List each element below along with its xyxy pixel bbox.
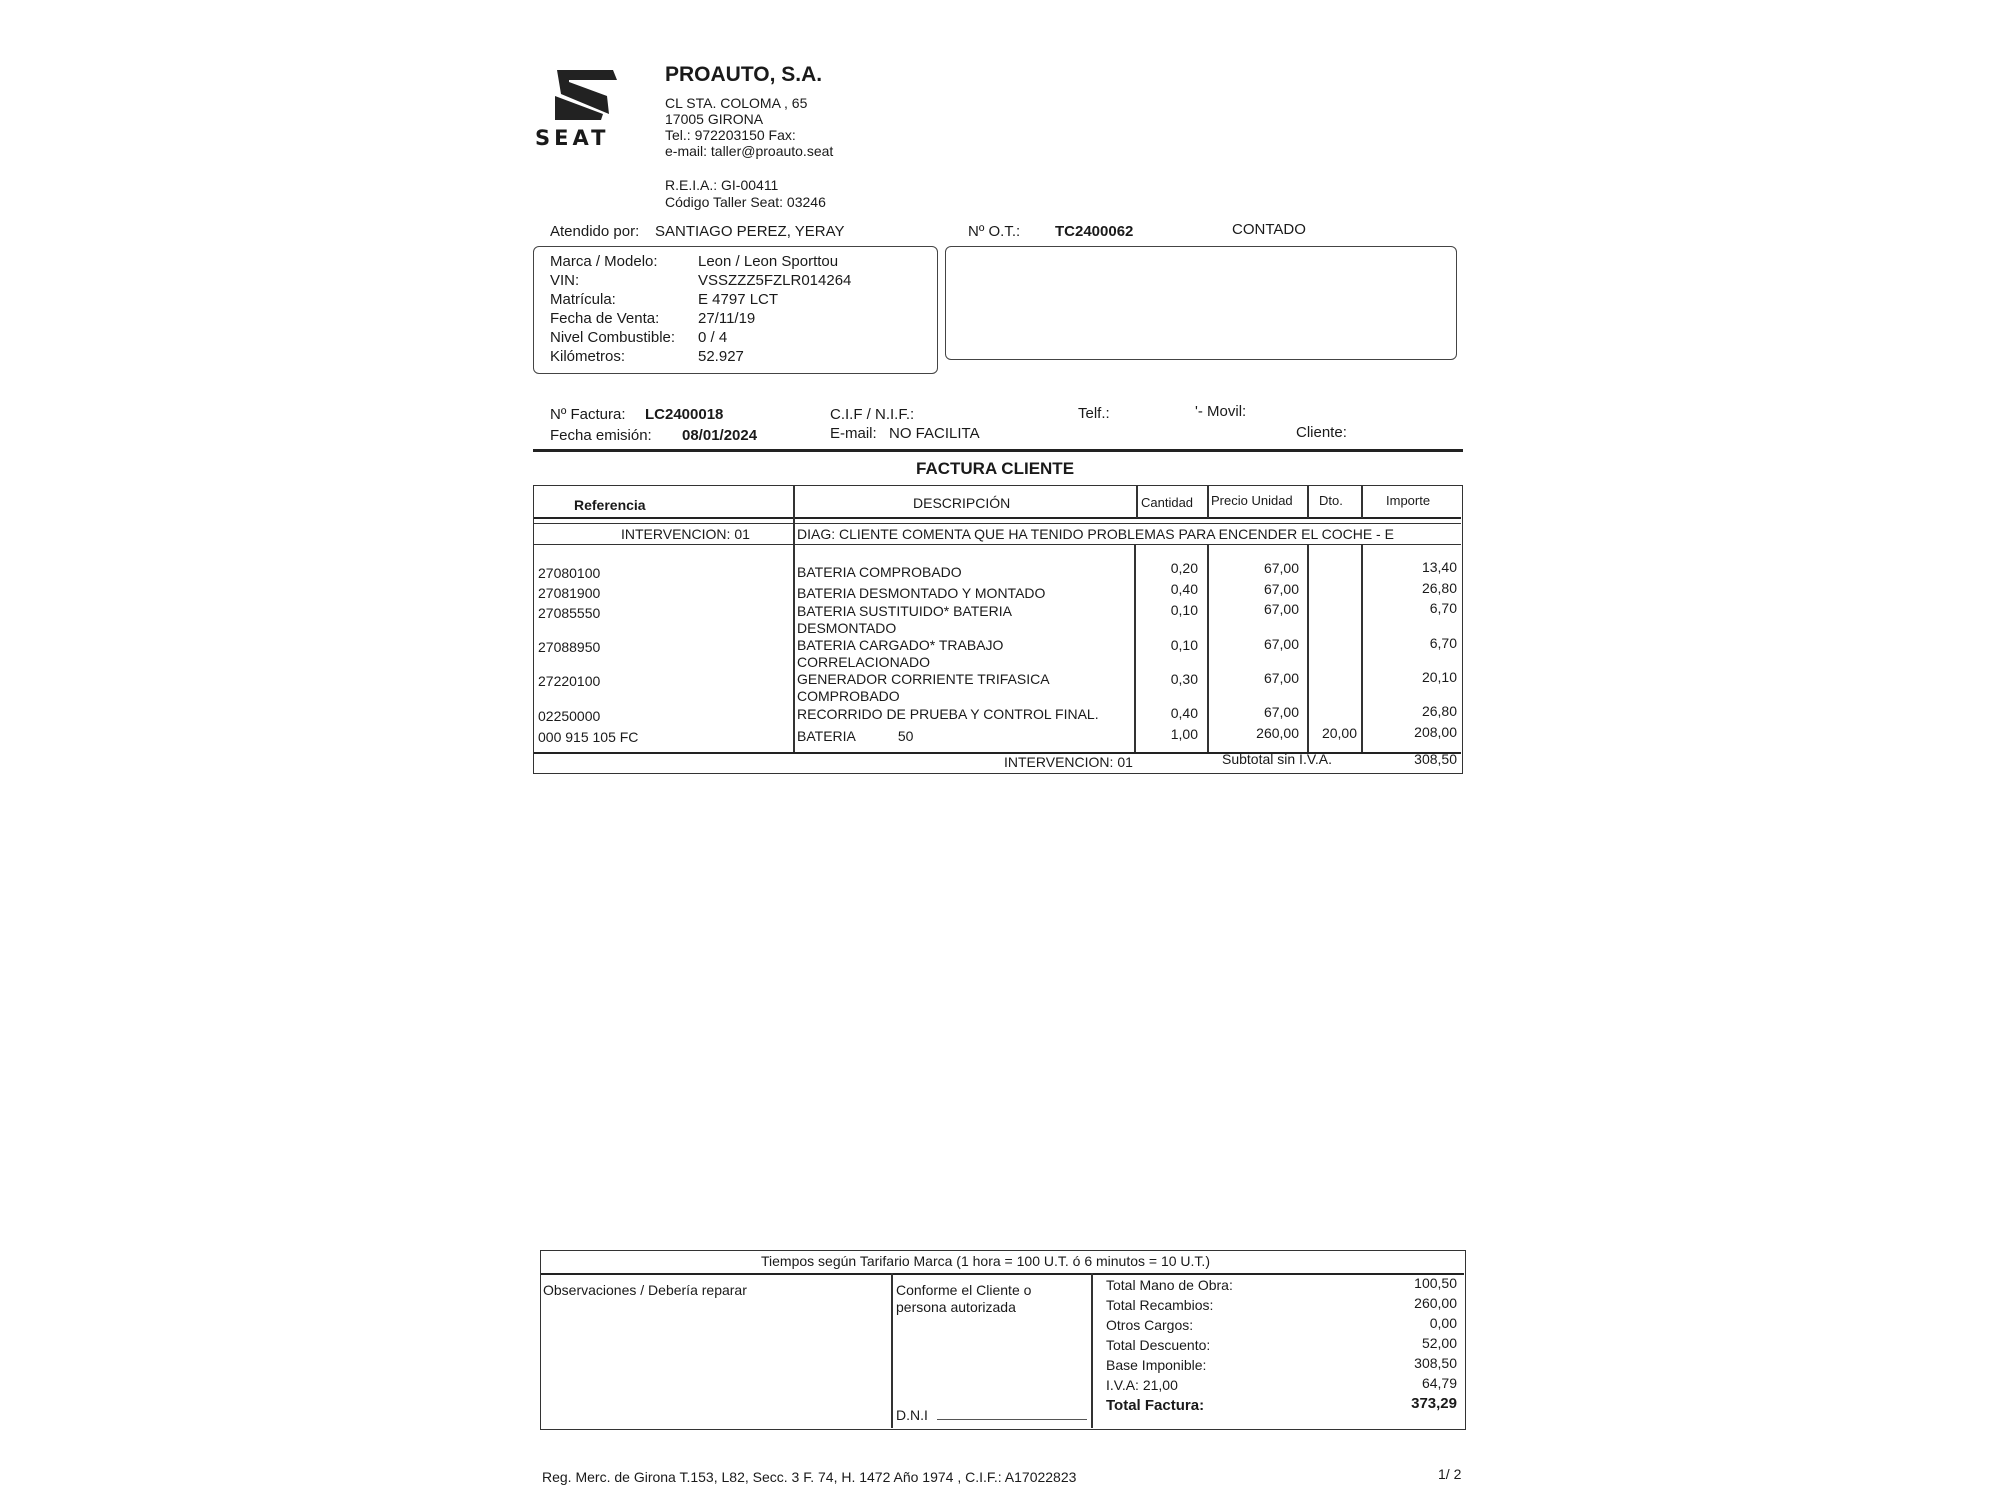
total-labour-value: 100,50 bbox=[1414, 1275, 1457, 1291]
total-discount-value: 52,00 bbox=[1421, 1335, 1457, 1351]
vat-label: I.V.A: 21,00 bbox=[1106, 1377, 1178, 1393]
registry-footer: Reg. Merc. de Girona T.153, L82, Secc. 3 F. 74, H. 1472 Año 1974 , C.I.F.: A17022823 bbox=[542, 1469, 1077, 1485]
row-amount: 6,70 bbox=[1429, 600, 1457, 616]
row-qty: 0,40 bbox=[1170, 581, 1198, 597]
row-ref: 02250000 bbox=[538, 708, 601, 724]
company-email: e-mail: taller@proauto.seat bbox=[665, 143, 834, 159]
vehicle-make-label: Marca / Modelo: bbox=[550, 253, 658, 270]
email-value: NO FACILITA bbox=[889, 425, 980, 442]
invoice-total-label: Total Factura: bbox=[1106, 1397, 1205, 1414]
row-ref: 000 915 105 FC bbox=[538, 729, 639, 745]
observations-label: Observaciones / Debería reparar bbox=[543, 1282, 747, 1298]
payment-method: CONTADO bbox=[1232, 221, 1306, 238]
company-reia: R.E.I.A.: GI-00411 bbox=[665, 177, 779, 193]
cif-label: C.I.F / N.I.F.: bbox=[830, 406, 915, 423]
summary-col-rule bbox=[1091, 1273, 1093, 1428]
mobile-label: '- Movil: bbox=[1195, 403, 1247, 420]
other-charges-value: 0,00 bbox=[1429, 1315, 1457, 1331]
taxable-base-value: 308,50 bbox=[1414, 1355, 1457, 1371]
lines-table bbox=[533, 485, 1463, 774]
order-number: TC2400062 bbox=[1055, 223, 1134, 240]
row-qty: 0,20 bbox=[1170, 560, 1198, 576]
row-desc: BATERIA CARGADO* TRABAJO bbox=[797, 637, 1004, 653]
row-price: 260,00 bbox=[1256, 725, 1299, 741]
row-price: 67,00 bbox=[1263, 636, 1299, 652]
row-ref: 27088950 bbox=[538, 639, 601, 655]
company-address1: CL STA. COLOMA , 65 bbox=[665, 95, 808, 111]
col-rule bbox=[1207, 486, 1209, 518]
row-ref: 27220100 bbox=[538, 673, 601, 689]
total-discount-label: Total Descuento: bbox=[1106, 1337, 1211, 1353]
row-desc-cont: COMPROBADO bbox=[797, 688, 900, 704]
vat-value: 64,79 bbox=[1421, 1375, 1457, 1391]
vehicle-box bbox=[533, 246, 938, 374]
row-price: 67,00 bbox=[1263, 670, 1299, 686]
dni-label: D.N.I bbox=[896, 1407, 928, 1423]
invoice-total-value: 373,29 bbox=[1411, 1395, 1457, 1412]
row-amount: 20,10 bbox=[1421, 669, 1457, 685]
vehicle-km-label: Kilómetros: bbox=[550, 348, 626, 365]
client-label: Cliente: bbox=[1296, 424, 1347, 441]
row-desc: BATERIA 50 bbox=[797, 728, 914, 744]
row-ref: 27085550 bbox=[538, 605, 601, 621]
subtotal-value: 308,50 bbox=[1414, 751, 1457, 767]
intervention-label: INTERVENCION: 01 bbox=[621, 526, 750, 542]
row-amount: 13,40 bbox=[1421, 559, 1457, 575]
order-label: Nº O.T.: bbox=[968, 223, 1021, 240]
header-divider bbox=[533, 449, 1463, 452]
conforme-line2: persona autorizada bbox=[896, 1299, 1016, 1315]
header-price: Precio Unidad bbox=[1211, 493, 1293, 508]
row-ref: 27080100 bbox=[538, 565, 601, 581]
client-box bbox=[945, 246, 1457, 360]
summary-col-rule bbox=[891, 1273, 893, 1428]
summary-header: Tiempos según Tarifario Marca (1 hora = 100 U.T. ó 6 minutos = 10 U.T.) bbox=[761, 1253, 1210, 1269]
invoice-number-label: Nº Factura: bbox=[550, 406, 626, 423]
row-amount: 6,70 bbox=[1429, 635, 1457, 651]
row-qty: 0,10 bbox=[1170, 602, 1198, 618]
vehicle-make-value: Leon / Leon Sporttou bbox=[698, 253, 839, 270]
tel-label: Telf.: bbox=[1078, 405, 1110, 422]
vehicle-sale-date-label: Fecha de Venta: bbox=[550, 310, 660, 327]
other-charges-label: Otros Cargos: bbox=[1106, 1317, 1194, 1333]
row-ref: 27081900 bbox=[538, 585, 601, 601]
row-amount: 26,80 bbox=[1421, 580, 1457, 596]
row-price: 67,00 bbox=[1263, 560, 1299, 576]
vehicle-sale-date-value: 27/11/19 bbox=[698, 310, 756, 327]
invoice-title: FACTURA CLIENTE bbox=[916, 459, 1075, 478]
conforme-line1: Conforme el Cliente o bbox=[896, 1282, 1032, 1298]
row-desc: GENERADOR CORRIENTE TRIFASICA bbox=[797, 671, 1050, 687]
subtotal-label: Subtotal sin I.V.A. bbox=[1222, 751, 1332, 767]
row-qty: 0,10 bbox=[1170, 637, 1198, 653]
vehicle-vin-value: VSSZZZ5FZLR014264 bbox=[698, 272, 852, 289]
row-price: 67,00 bbox=[1263, 601, 1299, 617]
attended-value: SANTIAGO PEREZ, YERAY bbox=[655, 223, 845, 240]
vehicle-km-value: 52.927 bbox=[698, 348, 744, 365]
company-name: PROAUTO, S.A. bbox=[665, 63, 823, 86]
header-qty: Cantidad bbox=[1141, 495, 1194, 510]
email-label: E-mail: bbox=[830, 425, 877, 442]
row-amount: 26,80 bbox=[1421, 703, 1457, 719]
row-desc-cont: DESMONTADO bbox=[797, 620, 897, 636]
header-ref: Referencia bbox=[574, 497, 646, 513]
intervention-desc: DIAG: CLIENTE COMENTA QUE HA TENIDO PROBLEMAS PARA ENCENDER EL COCHE - E bbox=[797, 526, 1394, 542]
total-parts-label: Total Recambios: bbox=[1106, 1297, 1214, 1313]
invoice-number: LC2400018 bbox=[645, 406, 724, 423]
row-dto: 20,00 bbox=[1321, 725, 1357, 741]
row-price: 67,00 bbox=[1263, 581, 1299, 597]
vehicle-plate-label: Matrícula: bbox=[550, 291, 616, 308]
row-price: 67,00 bbox=[1263, 704, 1299, 720]
taxable-base-label: Base Imponible: bbox=[1106, 1357, 1207, 1373]
col-rule bbox=[1136, 486, 1138, 518]
row-qty: 1,00 bbox=[1170, 726, 1198, 742]
invoice-date-label: Fecha emisión: bbox=[550, 427, 652, 444]
header-amount: Importe bbox=[1386, 493, 1431, 508]
row-desc: BATERIA DESMONTADO Y MONTADO bbox=[797, 585, 1046, 601]
page-number: 1/ 2 bbox=[1438, 1466, 1462, 1482]
row-desc: BATERIA SUSTITUIDO* BATERIA bbox=[797, 603, 1012, 619]
row-desc: RECORRIDO DE PRUEBA Y CONTROL FINAL. bbox=[797, 706, 1099, 722]
header-dto: Dto. bbox=[1319, 493, 1343, 508]
summary-box bbox=[540, 1250, 1466, 1430]
vehicle-fuel-label: Nivel Combustible: bbox=[550, 329, 676, 346]
company-phone: Tel.: 972203150 Fax: bbox=[665, 127, 796, 143]
col-rule bbox=[1361, 486, 1363, 518]
row-qty: 0,40 bbox=[1170, 705, 1198, 721]
row-qty: 0,30 bbox=[1170, 671, 1198, 687]
total-labour-label: Total Mano de Obra: bbox=[1106, 1277, 1233, 1293]
seat-logo bbox=[535, 66, 635, 156]
invoice-date: 08/01/2024 bbox=[682, 427, 758, 444]
vehicle-vin-label: VIN: bbox=[550, 272, 580, 289]
row-amount: 208,00 bbox=[1414, 724, 1457, 740]
row-desc-cont: CORRELACIONADO bbox=[797, 654, 931, 670]
row-desc: BATERIA COMPROBADO bbox=[797, 564, 962, 580]
workshop-code: Código Taller Seat: 03246 bbox=[665, 194, 826, 210]
dni-signature-line bbox=[937, 1419, 1087, 1420]
vehicle-fuel-value: 0 / 4 bbox=[698, 329, 728, 346]
vehicle-plate-value: E 4797 LCT bbox=[698, 291, 779, 308]
table-header-rule bbox=[534, 517, 1461, 519]
brand-wordmark: SEAT bbox=[535, 126, 610, 150]
col-rule bbox=[1307, 486, 1309, 518]
header-desc: DESCRIPCIÓN bbox=[913, 495, 1011, 511]
company-address2: 17005 GIRONA bbox=[665, 111, 764, 127]
footer-intervention: INTERVENCION: 01 bbox=[1004, 754, 1133, 770]
total-parts-value: 260,00 bbox=[1414, 1295, 1457, 1311]
attended-label: Atendido por: bbox=[550, 223, 640, 240]
col-rule bbox=[1307, 544, 1309, 754]
